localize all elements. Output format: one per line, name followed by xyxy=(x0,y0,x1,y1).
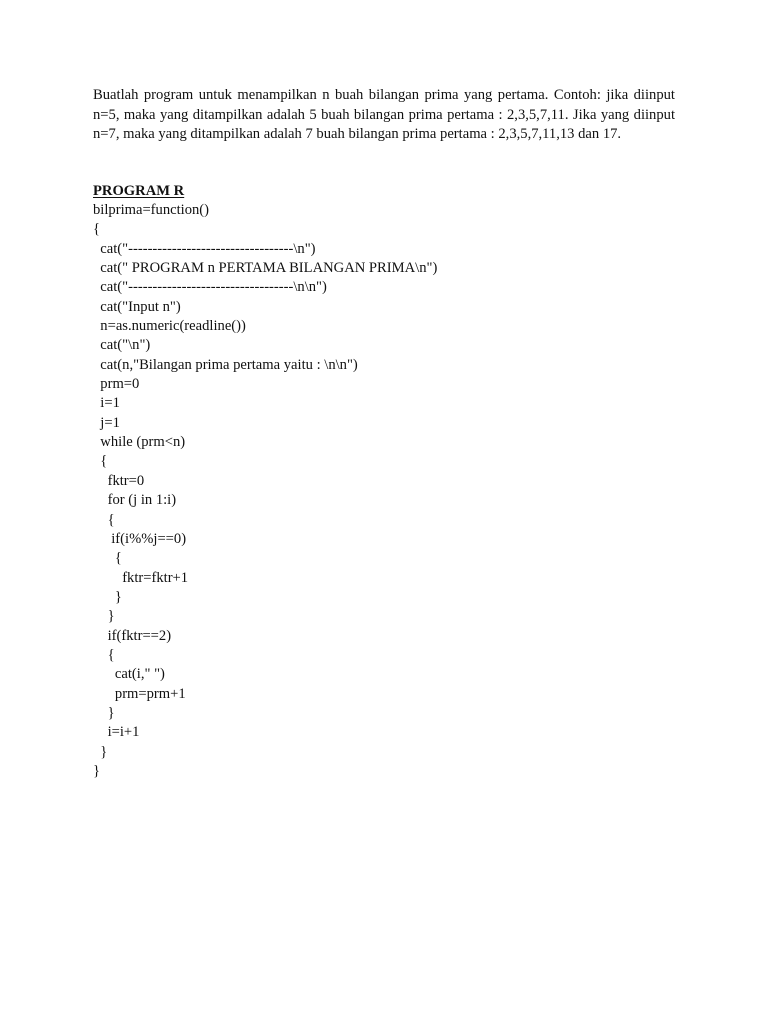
code-line: for (j in 1:i) xyxy=(93,492,177,509)
code-line: cat("Input n") xyxy=(93,298,181,315)
code-line: prm=0 xyxy=(93,376,140,393)
code-line: i=1 xyxy=(93,395,120,412)
code-line: bilprima=function() xyxy=(93,202,210,218)
code-line: cat("----------------------------------\n\n") xyxy=(93,279,327,296)
code-block xyxy=(93,201,437,781)
code-line: prm=prm+1 xyxy=(93,685,186,702)
code-line: { xyxy=(93,453,108,470)
code-line: cat(n,"Bilangan prima pertama yaitu : \n\n") xyxy=(93,356,358,373)
code-line: { xyxy=(93,511,115,528)
code-line: cat("----------------------------------\n") xyxy=(93,240,316,257)
code-line: } xyxy=(93,762,101,779)
code-line: i=i+1 xyxy=(93,724,140,741)
code-line: } xyxy=(93,704,115,721)
code-line: j=1 xyxy=(93,414,120,431)
code-line: while (prm<n) xyxy=(93,434,186,451)
code-line: fktr=0 xyxy=(93,472,145,489)
code-line: { xyxy=(93,646,115,663)
code-line: if(i%%j==0) xyxy=(93,530,187,547)
code-line: n=as.numeric(readline()) xyxy=(93,318,246,335)
code-line: } xyxy=(93,608,115,625)
code-line: { xyxy=(93,550,122,567)
code-line: fktr=fktr+1 xyxy=(93,569,189,586)
code-line: } xyxy=(93,743,108,760)
code-line: if(fktr==2) xyxy=(93,627,172,644)
code-line: { xyxy=(93,221,101,238)
code-line: cat("\n") xyxy=(93,337,151,354)
problem-statement: Buatlah program untuk menampilkan n buah bilangan prima yang pertama. Contoh: jika diinput n=5, maka yang ditampilkan adalah 5 buah bilangan prima pertama : 2,3,5,7,11. Jika yang diinput n=7, maka yang ditampilkan adalah 7 buah bilangan prima pertama : 2,3,5,7,11,13 dan 17. xyxy=(93,87,675,142)
code-line: cat(i," ") xyxy=(93,666,165,683)
code-line: } xyxy=(93,588,122,605)
program-heading: PROGRAM R xyxy=(93,183,185,199)
code-line: cat(" PROGRAM n PERTAMA BILANGAN PRIMA\n") xyxy=(93,260,438,277)
